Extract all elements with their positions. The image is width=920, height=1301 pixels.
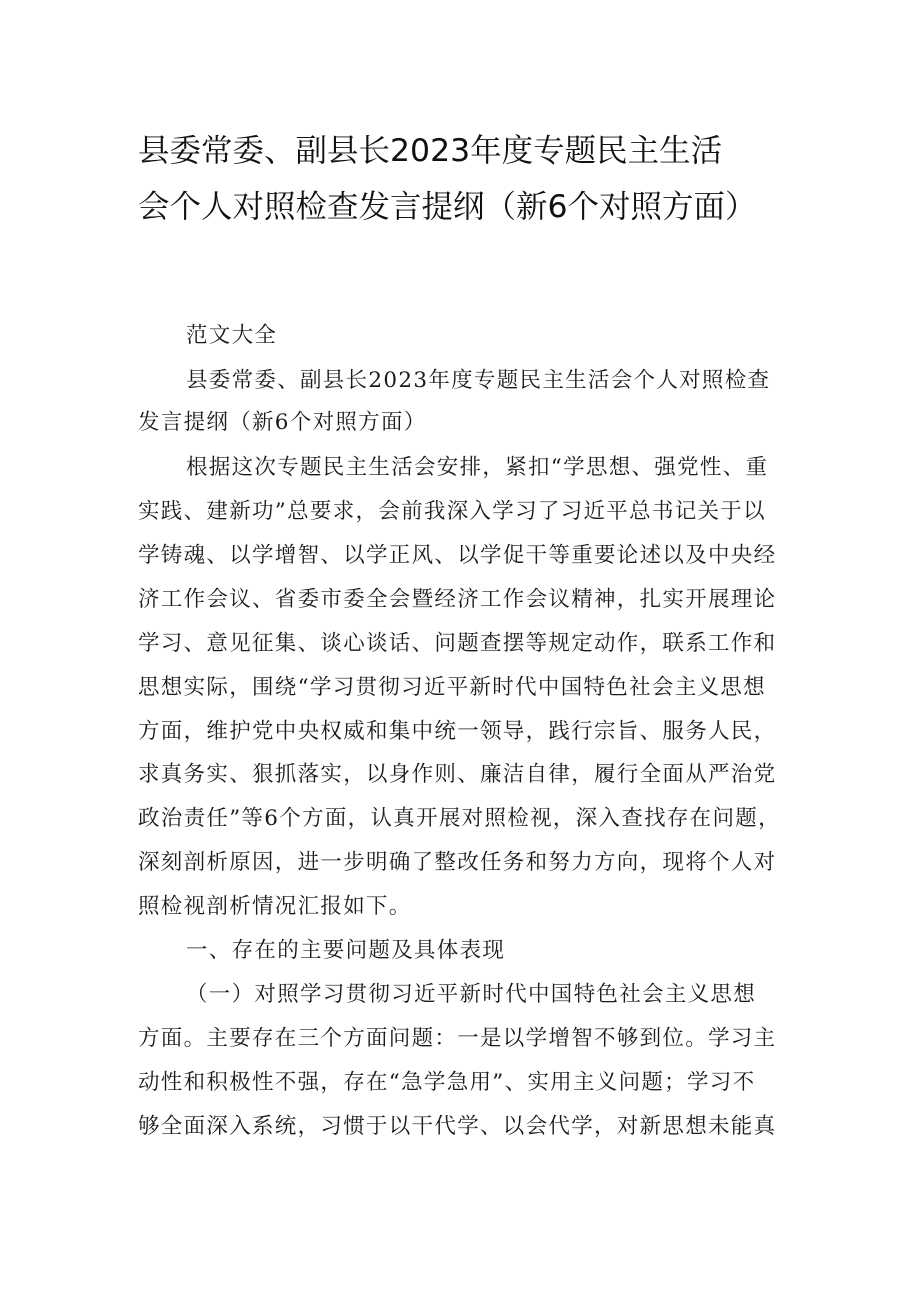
body-line: 实践、建新功”总要求，会前我深入学习了习近平总书记关于以 <box>138 499 766 524</box>
subsection-line: （一）对照学习贯彻习近平新时代中国特色社会主义思想 <box>186 982 757 1007</box>
body-line: 方面。主要存在三个方面问题：一是以学增智不够到位。学习主 <box>138 1026 777 1051</box>
body-line: 济工作会议、省委市委全会暨经济工作会议精神，扎实开展理论 <box>138 587 777 612</box>
body-line: 政治责任”等6个方面，认真开展对照检视，深入查找存在问题， <box>138 806 781 831</box>
body-line: 够全面深入系统，习惯于以干代学、以会代学，对新思想未能真 <box>138 1114 777 1139</box>
body-line: 方面，维护党中央权威和集中统一领导，践行宗旨、服务人民， <box>138 719 777 744</box>
body-line: 根据这次专题民主生活会安排，紧扣“学思想、强党性、重 <box>186 455 769 480</box>
body-line-source: 范文大全 <box>186 323 278 348</box>
section-heading: 一、存在的主要问题及具体表现 <box>186 938 506 963</box>
body-line: 思想实际，围绕“学习贯彻习近平新时代中国特色社会主义思想 <box>138 675 766 700</box>
document-title-line-1: 县委常委、副县长2023年度专题民主生活 <box>138 133 723 169</box>
body-line-heading-1: 县委常委、副县长2023年度专题民主生活会个人对照检查 <box>186 368 771 393</box>
body-line: 深刻剖析原因，进一步明确了整改任务和努力方向，现将个人对 <box>138 850 777 875</box>
body-line: 求真务实、狠抓落实，以身作则、廉洁自律，履行全面从严治党 <box>138 762 777 787</box>
body-line: 动性和积极性不强，存在“急学急用”、实用主义问题；学习不 <box>138 1070 756 1095</box>
body-line: 学铸魂、以学增智、以学正风、以学促干等重要论述以及中央经 <box>138 543 777 568</box>
body-line-heading-2: 发言提纲（新6个对照方面） <box>138 410 427 435</box>
document-title-line-2: 会个人对照检查发言提纲（新6个对照方面） <box>138 189 757 225</box>
body-line: 学习、意见征集、谈心谈话、问题查摆等规定动作，联系工作和 <box>138 631 777 656</box>
body-line: 照检视剖析情况汇报如下。 <box>138 894 412 919</box>
